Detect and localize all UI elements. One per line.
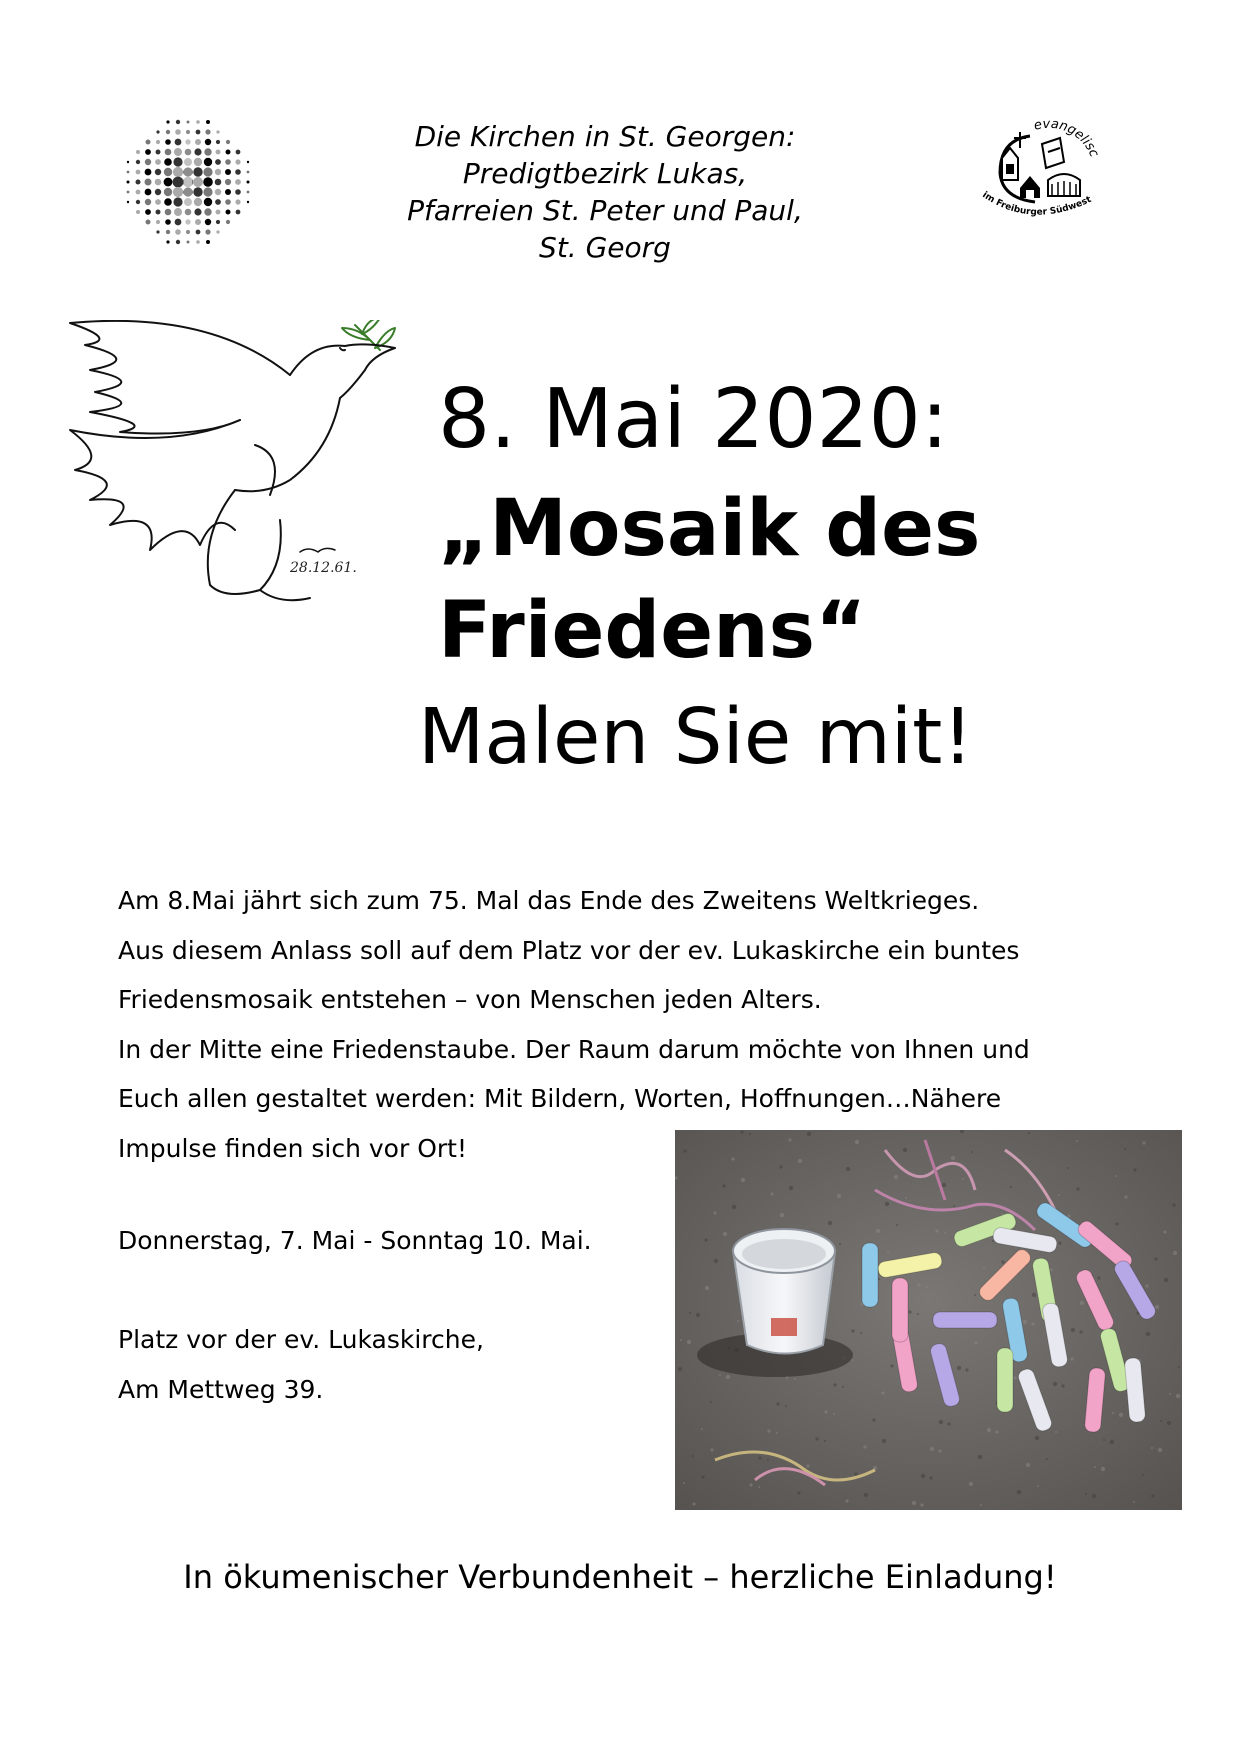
location-line: Am Mettweg 39.: [118, 1374, 324, 1404]
body-line: Friedensmosaik entstehen – von Menschen jeden Alters.: [118, 985, 822, 1014]
chalk-stick: [892, 1278, 908, 1342]
chalk-stick: [997, 1348, 1013, 1412]
body-line: Aus diesem Anlass soll auf dem Platz vor der ev. Lukaskirche ein buntes: [118, 935, 1020, 965]
header-line: Predigtbezirk Lukas,: [462, 157, 748, 190]
body-line: Euch allen gestaltet werden: Mit Bildern, Worten, Hoffnungen…Nähere: [118, 1084, 1002, 1113]
body-line: Impulse finden sich vor Ort!: [118, 1133, 467, 1163]
dove-signature: 28.12.61.: [290, 560, 357, 576]
header-line: Die Kirchen in St. Georgen:: [414, 120, 796, 153]
chalk-stick: [862, 1243, 878, 1307]
chalk-stick: [933, 1312, 997, 1328]
body-line: In der Mitte eine Friedenstaube. Der Raum darum möchte von Ihnen und: [118, 1034, 1030, 1064]
title-main-line: Friedens“: [438, 586, 867, 676]
event-location: [118, 1315, 484, 1414]
body-line: Am 8.Mai jährt sich zum 75. Mal das Ende des Zweitens Weltkrieges.: [118, 886, 980, 915]
logo-bottom-text: im Freiburger Südwest: [980, 190, 1094, 218]
footer-invitation: In ökumenischer Verbundenheit – herzliche Einladung!: [183, 1558, 1057, 1596]
svg-text:evangelisch: [980, 118, 1101, 159]
header-line: Pfarreien St. Peter und Paul,: [407, 194, 803, 227]
header-line: St. Georg: [539, 231, 671, 264]
title-date: 8. Mai 2020:: [438, 372, 949, 467]
title-call-to-action: Malen Sie mit!: [418, 693, 974, 782]
title-main-line: „Mosaik des: [438, 484, 981, 574]
logo-top-text: evangelisc: [1032, 118, 1102, 160]
evangelisch-logo: [980, 118, 1110, 228]
church-dots-logo: [118, 112, 258, 252]
peace-dove-drawing: [50, 320, 415, 665]
title-main: [438, 478, 980, 682]
chalk-photo: [675, 1130, 1182, 1510]
body-paragraph: [118, 876, 1138, 1173]
event-dates: Donnerstag, 7. Mai - Sonntag 10. Mai.: [118, 1226, 592, 1255]
chalk-bucket: [733, 1229, 835, 1354]
header-church-names: [330, 118, 880, 266]
location-line: Platz vor der ev. Lukaskirche,: [118, 1325, 484, 1354]
